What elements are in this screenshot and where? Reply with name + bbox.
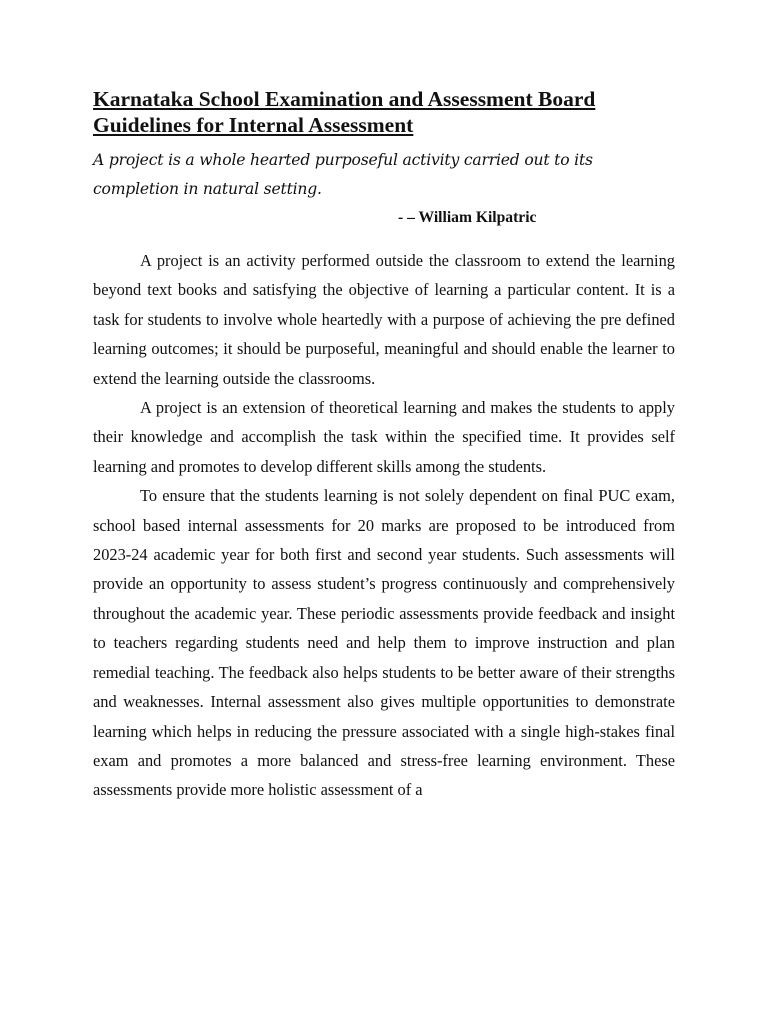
- epigraph-author: - – William Kilpatric: [398, 209, 537, 226]
- title-line-1: Karnataka School Examination and Assessment Board: [93, 87, 596, 111]
- title-line-2: Guidelines for Internal Assessment: [93, 113, 414, 137]
- epigraph-quote: A project is a whole hearted purposeful activity carried out to its completion in natural setting.: [93, 151, 593, 198]
- document-page: [93, 86, 675, 805]
- paragraph-3: To ensure that the students learning is not solely dependent on final PUC exam, school based internal assessments for 20 marks are proposed to be introduced from 2023-24 academic year for both first and second year students. Such assessments will provide an opportunity to assess student’s progress continuously and comprehensively throughout the academic year. These periodic assessments provide feedback and insight to teachers regarding students need and help them to improve instruction and plan remedial teaching. The feedback also helps students to be better aware of their strengths and weaknesses. Internal assessment also gives multiple opportunities to demonstrate learning which helps in reducing the pressure associated with a single high-stakes final exam and promotes a more balanced and stress-free learning environment. These assessments provide more holistic assessment of a: [93, 486, 675, 800]
- document-title: [93, 86, 675, 138]
- paragraph-1: A project is an activity performed outside the classroom to extend the learning beyond text books and satisfying the objective of learning a particular content. It is a task for students to involve whole heartedly with a purpose of achieving the pre defined learning outcomes; it should be purposeful, meaningful and should enable the learner to extend the learning outside the classrooms.: [93, 251, 675, 388]
- document-body: [93, 246, 675, 805]
- paragraph-2: A project is an extension of theoretical learning and makes the students to apply their knowledge and accomplish the task within the specified time. It provides self learning and promotes to develop different skills among the students.: [93, 398, 675, 476]
